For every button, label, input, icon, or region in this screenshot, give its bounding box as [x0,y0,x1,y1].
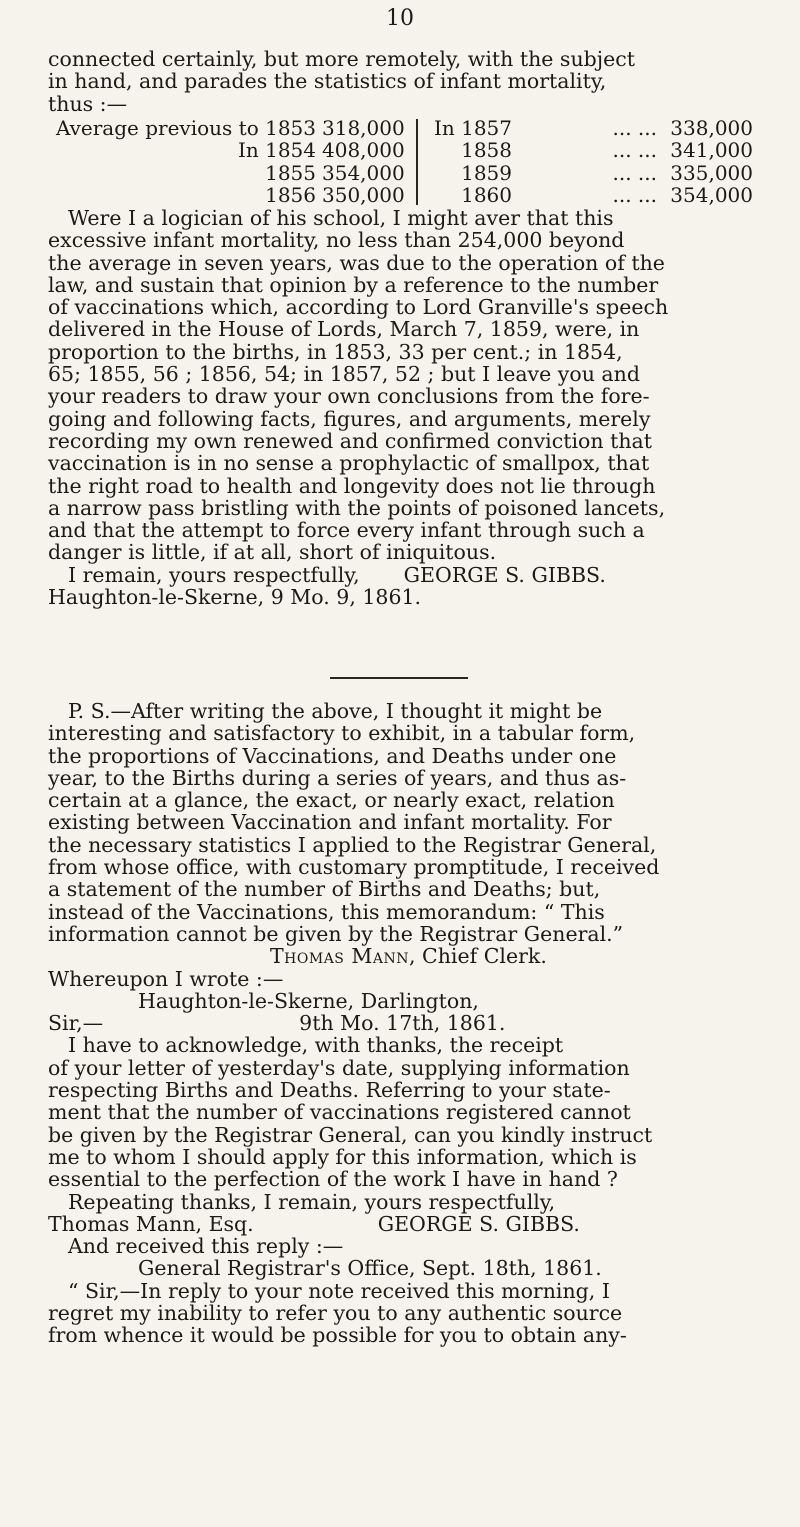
text-line: essential to the perfection of the work I have in hand ? [48,1167,618,1192]
text-line: certain at a glance, the exact, or nearly exact, relation [48,788,615,813]
text-line: instead of the Vaccinations, this memorandum: “ This [48,899,605,924]
stats-year: 1859 [461,160,512,185]
text-line: vaccination is in no sense a prophylactic of smallpox, that [48,451,650,476]
stats-label: In 1854 [237,138,316,163]
text-line: a statement of the number of Births and Deaths; but, [48,877,601,902]
stats-leader: ... ... [612,182,657,207]
text-line: law, and sustain that opinion by a reference to the number [48,272,659,297]
text-line: information cannot be given by the Registrar General.” [48,921,624,946]
text-line: Whereupon I wrote :— [48,966,284,991]
stats-label: 1856 [265,182,316,207]
text-line: excessive infant mortality, no less than 254,000 beyond [48,228,625,253]
text-line: in hand, and parades the statistics of infant mortality, [48,69,607,94]
text-line: P. S.—After writing the above, I thought it might be [68,699,603,723]
stats-row [48,139,404,161]
text-line: from whence it would be possible for you to obtain any- [48,1323,627,1348]
stats-row [48,162,404,184]
text-line: the right road to health and longevity does not lie through [48,473,656,498]
stats-row [428,162,753,184]
text-line: the average in seven years, was due to the operation of the [48,250,665,275]
text-line: your readers to draw your own conclusions from the fore- [48,384,650,409]
stats-value: 354,000 [322,160,405,185]
addressee-line [48,1213,753,1235]
stats-leader: ... ... [612,138,657,163]
letter-date: 9th Mo. 17th, 1861. [299,1011,506,1036]
text-line: proportion to the births, in 1853, 33 per cent.; in 1854, [48,339,623,364]
clerk-signature [48,945,753,967]
stats-value: 335,000 [670,160,753,185]
signature-line [48,564,753,586]
stats-row [428,184,753,206]
stats-value: 350,000 [322,182,405,207]
stats-value: 338,000 [670,116,753,140]
text-line: ment that the number of vaccinations registered cannot [48,1100,631,1125]
text-line: 65; 1855, 56 ; 1856, 54; in 1857, 52 ; but I leave you and [48,362,640,387]
stats-leader: ... ... [612,160,657,185]
closing-text: I remain, yours respectfully, [68,562,360,587]
letter-address: Haughton-le-Skerne, Darlington, [138,988,479,1013]
reply-header: General Registrar's Office, Sept. 18th, 1861. [138,1256,602,1281]
clerk-name: Thomas Mann [270,944,410,969]
text-line: respecting Births and Deaths. Referring to your state- [48,1078,611,1103]
text-line: And received this reply :— [68,1234,344,1259]
text-line: connected certainly, but more remotely, with the subject [48,47,635,71]
stats-leader: ... ... [612,116,657,140]
text-line: of your letter of yesterday's date, supplying information [48,1055,630,1080]
text-line: the necessary statistics I applied to the Registrar General, [48,832,657,857]
text-line: delivered in the House of Lords, March 7, 1859, were, in [48,317,640,342]
signature-name: GEORGE S. GIBBS. [377,1211,580,1236]
stats-row [428,117,753,139]
text-line: recording my own renewed and confirmed conviction that [48,428,652,453]
mortality-statistics-table [48,117,753,207]
section-rule [330,677,468,679]
stats-year: In 1857 [433,116,512,140]
text-line: the proportions of Vaccinations, and Deaths under one [48,743,617,768]
text-line: a narrow pass bristling with the points of poisoned lancets, [48,495,666,520]
signature-name: GEORGE S. GIBBS. [403,562,606,587]
dateline: Haughton-le-Skerne, 9 Mo. 9, 1861. [48,585,422,610]
stats-label: 1855 [265,160,316,185]
text-line: from whose office, with customary promptitude, I received [48,855,660,880]
table-divider [416,119,418,205]
stats-row [48,184,404,206]
text-line: me to whom I should apply for this information, which is [48,1144,637,1169]
stats-year: 1858 [461,138,512,163]
text-line: interesting and satisfactory to exhibit, in a tabular form, [48,721,636,746]
text-line: existing between Vaccination and infant mortality. For [48,810,612,835]
text-line: of vaccinations which, according to Lord Granville's speech [48,295,669,320]
text-line: I have to acknowledge, with thanks, the receipt [68,1033,564,1058]
text-line: going and following facts, figures, and arguments, merely [48,406,651,431]
text-line: regret my inability to refer you to any authentic source [48,1301,623,1326]
stats-left-column [48,117,404,206]
text-line: Were I a logician of his school, I might aver that this [68,206,614,230]
postscript-paragraph [48,700,753,1347]
stats-row [428,139,753,161]
text-line: Repeating thanks, I remain, yours respectfully, [68,1189,556,1214]
stats-value: 408,000 [322,138,405,163]
text-line: danger is little, if at all, short of iniquitous. [48,540,497,565]
text-line: “ Sir,—In reply to your note received this morning, I [68,1278,610,1303]
stats-value: 354,000 [670,182,753,207]
stats-label: Average previous to 1853 [55,116,316,140]
intro-paragraph [48,48,753,115]
text-line: and that the attempt to force every infant through such a [48,518,645,543]
stats-value: 341,000 [670,138,753,163]
stats-value: 318,000 [322,116,405,140]
stats-right-column [428,117,753,206]
page-number: 10 [386,6,414,31]
stats-year: 1860 [461,182,512,207]
logician-paragraph [48,207,753,608]
addressee: Thomas Mann, Esq. [48,1211,254,1236]
text-line: thus :— [48,91,128,116]
clerk-title: , Chief Clerk. [409,944,547,969]
salutation-line [48,1012,753,1034]
text-line: year, to the Births during a series of years, and thus as- [48,765,627,790]
salutation: Sir,— [48,1011,104,1036]
text-line: be given by the Registrar General, can you kindly instruct [48,1122,653,1147]
stats-row [48,117,404,139]
